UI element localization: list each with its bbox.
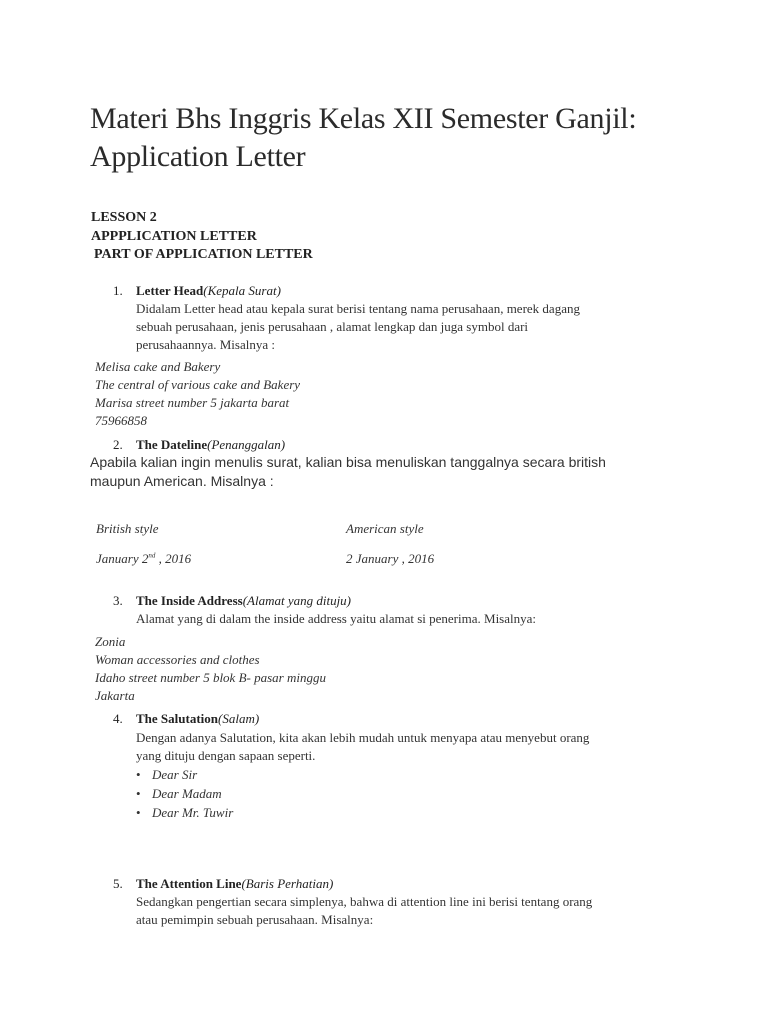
example-3-line-1: Zonia — [95, 634, 126, 649]
section-2-title — [136, 436, 285, 454]
section-3-subtitle: (Alamat yang dituju) — [242, 593, 352, 608]
section-5-desc-2: atau pemimpin sebuah perusahaan. Misalnya: — [136, 912, 374, 927]
section-5-desc-1: Sedangkan pengertian secara simplenya, bahwa di attention line ini berisi tentang orang — [136, 894, 593, 909]
section-1-desc-3: perusahaannya. Misalnya : — [136, 337, 275, 352]
example-3-line-4: Jakarta — [95, 688, 135, 703]
example-3-line-2: Woman accessories and clothes — [95, 652, 260, 667]
section-3-number: 3. — [113, 593, 123, 608]
example-1-line-3: Marisa street number 5 jakarta barat — [95, 395, 290, 410]
section-4-desc-2: yang dituju dengan sapaan seperti. — [136, 748, 316, 763]
section-2-desc-1: Apabila kalian ingin menulis surat, kalian bisa menuliskan tanggalnya secara british — [90, 454, 606, 470]
section-1-desc-2: sebuah perusahaan, jenis perusahaan , alamat lengkap dan juga symbol dari — [136, 319, 529, 334]
title-line-1: Materi Bhs Inggris Kelas XII Semester Ganjil: — [90, 102, 637, 135]
section-5-title-text: The Attention Line — [136, 876, 242, 891]
title-line-2: Application Letter — [90, 140, 306, 173]
list-item: • Dear Mr. Tuwir — [134, 803, 233, 822]
section-2-subtitle: (Penanggalan) — [207, 437, 286, 452]
part-heading: PART OF APPLICATION LETTER — [94, 247, 313, 262]
section-3-desc-1: Alamat yang di dalam the inside address yaitu alamat si penerima. Misalnya: — [136, 611, 536, 626]
section-1-title-text: Letter Head — [136, 283, 204, 298]
section-4-title-text: The Salutation — [136, 711, 218, 726]
section-3-title — [136, 592, 351, 610]
example-3-line-3: Idaho street number 5 blok B- pasar minggu — [95, 670, 326, 685]
british-date — [96, 550, 191, 568]
section-1-desc-1: Didalam Letter head atau kepala surat berisi tentang nama perusahaan, merek dagang — [136, 301, 580, 316]
section-1-subtitle: (Kepala Surat) — [203, 283, 281, 298]
section-4-desc-1: Dengan adanya Salutation, kita akan lebih mudah untuk menyapa atau menyebut orang — [136, 730, 590, 745]
subject-heading: APPPLICATION LETTER — [91, 229, 257, 244]
salutation-list — [134, 765, 233, 822]
section-5-subtitle: (Baris Perhatian) — [241, 876, 334, 891]
section-3-title-text: The Inside Address — [136, 593, 243, 608]
list-item: • Dear Sir — [134, 765, 233, 784]
section-4-number: 4. — [113, 711, 123, 726]
british-style-label: British style — [96, 521, 159, 536]
section-5-title — [136, 875, 333, 893]
british-date-suffix: nd — [148, 551, 156, 560]
british-date-main: January 2 — [96, 551, 149, 566]
section-5-number: 5. — [113, 876, 123, 891]
section-2-number: 2. — [113, 437, 123, 452]
section-4-subtitle: (Salam) — [218, 711, 260, 726]
section-4-title — [136, 710, 259, 728]
example-1-line-4: 75966858 — [95, 413, 147, 428]
section-1-title — [136, 282, 281, 300]
example-1-line-1: Melisa cake and Bakery — [95, 359, 221, 374]
american-style-label: American style — [346, 521, 424, 536]
example-1-line-2: The central of various cake and Bakery — [95, 377, 301, 392]
section-2-title-text: The Dateline — [136, 437, 208, 452]
document-title — [90, 100, 730, 176]
american-date: 2 January , 2016 — [346, 551, 435, 566]
list-item: • Dear Madam — [134, 784, 233, 803]
section-2-desc-2: maupun American. Misalnya : — [90, 473, 274, 489]
lesson-heading: LESSON 2 — [91, 210, 157, 225]
british-date-year: , 2016 — [155, 551, 192, 566]
section-1-number: 1. — [113, 283, 123, 298]
